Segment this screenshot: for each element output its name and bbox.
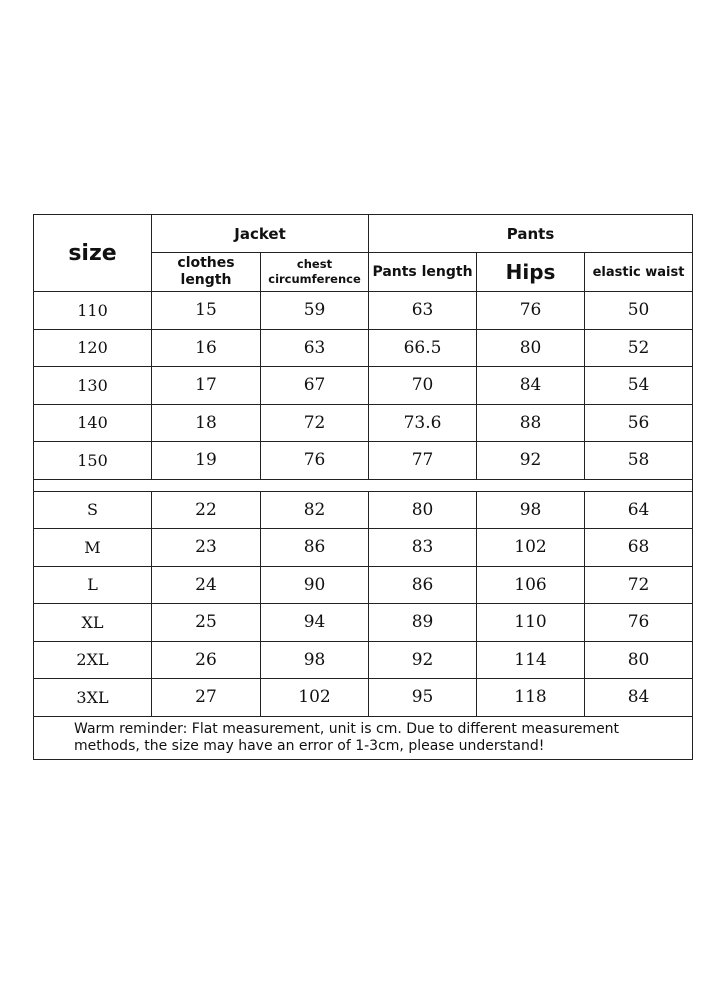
clothes-length-cell: 18: [152, 404, 261, 442]
warm-reminder-note: Warm reminder: Flat measurement, unit is cm. Due to different measurement methods, the size may have an error of 1-3cm, please understand!: [34, 716, 693, 759]
hips-cell: 114: [477, 641, 585, 679]
table-row: [34, 604, 693, 642]
jacket-group-header: Jacket: [152, 215, 369, 253]
table-row: [34, 404, 693, 442]
chest-cell: 63: [261, 329, 369, 367]
size-cell: S: [34, 491, 152, 529]
clothes-length-cell: 17: [152, 367, 261, 405]
clothes-length-cell: 23: [152, 529, 261, 567]
pants-group-header: Pants: [369, 215, 693, 253]
pants-length-cell: 77: [369, 442, 477, 480]
section-divider-row: [34, 479, 693, 491]
chest-cell: 82: [261, 491, 369, 529]
clothes-length-cell: 15: [152, 292, 261, 330]
chest-cell: 94: [261, 604, 369, 642]
chest-cell: 67: [261, 367, 369, 405]
pants-length-cell: 73.6: [369, 404, 477, 442]
pants-length-cell: 92: [369, 641, 477, 679]
size-cell: 140: [34, 404, 152, 442]
waist-cell: 56: [585, 404, 693, 442]
hips-cell: 118: [477, 679, 585, 717]
waist-cell: 50: [585, 292, 693, 330]
hips-cell: 110: [477, 604, 585, 642]
hips-cell: 92: [477, 442, 585, 480]
pants-length-header: Pants length: [369, 253, 477, 292]
hips-cell: 88: [477, 404, 585, 442]
pants-length-cell: 83: [369, 529, 477, 567]
chest-cell: 102: [261, 679, 369, 717]
chest-cell: 98: [261, 641, 369, 679]
table-row: [34, 679, 693, 717]
chest-cell: 86: [261, 529, 369, 567]
table-row: [34, 641, 693, 679]
table-row: [34, 529, 693, 567]
clothes-length-cell: 26: [152, 641, 261, 679]
waist-cell: 72: [585, 566, 693, 604]
size-cell: L: [34, 566, 152, 604]
note-row: [34, 716, 693, 759]
clothes-length-cell: 22: [152, 491, 261, 529]
size-column-header: size: [34, 215, 152, 292]
table-row: [34, 566, 693, 604]
section-divider: [34, 479, 693, 491]
table-row: [34, 442, 693, 480]
size-cell: XL: [34, 604, 152, 642]
size-cell: 110: [34, 292, 152, 330]
group-header-row: [34, 215, 693, 253]
waist-cell: 52: [585, 329, 693, 367]
pants-length-cell: 80: [369, 491, 477, 529]
clothes-length-cell: 24: [152, 566, 261, 604]
hips-cell: 106: [477, 566, 585, 604]
size-cell: 2XL: [34, 641, 152, 679]
waist-cell: 64: [585, 491, 693, 529]
table-row: [34, 292, 693, 330]
hips-cell: 80: [477, 329, 585, 367]
size-cell: 130: [34, 367, 152, 405]
clothes-length-cell: 16: [152, 329, 261, 367]
size-chart-table: [33, 214, 693, 760]
size-cell: 150: [34, 442, 152, 480]
waist-cell: 80: [585, 641, 693, 679]
clothes-length-cell: 27: [152, 679, 261, 717]
waist-cell: 84: [585, 679, 693, 717]
table-row: [34, 367, 693, 405]
clothes-length-cell: 25: [152, 604, 261, 642]
table-row: [34, 329, 693, 367]
waist-cell: 54: [585, 367, 693, 405]
waist-cell: 68: [585, 529, 693, 567]
table-row: [34, 491, 693, 529]
waist-cell: 76: [585, 604, 693, 642]
hips-cell: 102: [477, 529, 585, 567]
chest-cell: 59: [261, 292, 369, 330]
pants-length-cell: 86: [369, 566, 477, 604]
waist-cell: 58: [585, 442, 693, 480]
pants-length-cell: 66.5: [369, 329, 477, 367]
size-cell: 120: [34, 329, 152, 367]
pants-length-cell: 63: [369, 292, 477, 330]
pants-length-cell: 70: [369, 367, 477, 405]
chest-cell: 90: [261, 566, 369, 604]
hips-cell: 84: [477, 367, 585, 405]
clothes-length-cell: 19: [152, 442, 261, 480]
size-cell: M: [34, 529, 152, 567]
clothes-length-header: clothes length: [152, 253, 261, 292]
pants-length-cell: 95: [369, 679, 477, 717]
chest-cell: 72: [261, 404, 369, 442]
chest-cell: 76: [261, 442, 369, 480]
hips-header: Hips: [477, 253, 585, 292]
hips-cell: 98: [477, 491, 585, 529]
size-cell: 3XL: [34, 679, 152, 717]
hips-cell: 76: [477, 292, 585, 330]
elastic-waist-header: elastic waist: [585, 253, 693, 292]
chest-circumference-header: chest circumference: [261, 253, 369, 292]
pants-length-cell: 89: [369, 604, 477, 642]
